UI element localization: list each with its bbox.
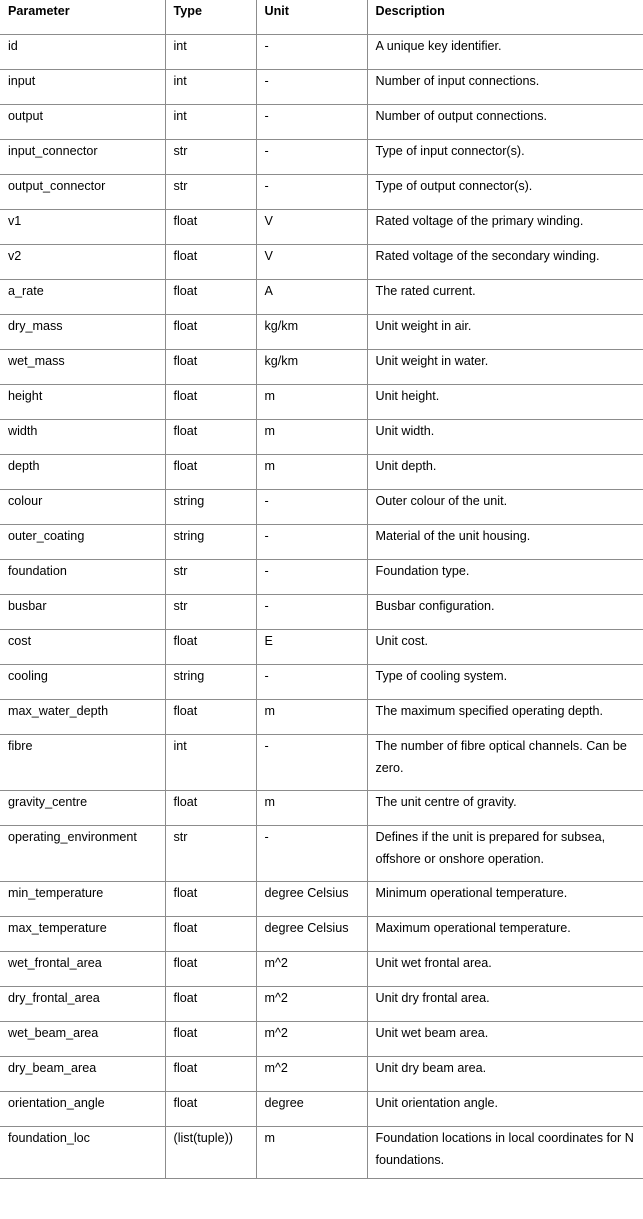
cell-description: Unit width. [367, 420, 643, 455]
cell-parameter: depth [0, 455, 165, 490]
cell-type: int [165, 70, 256, 105]
cell-type: float [165, 455, 256, 490]
cell-description: Number of output connections. [367, 105, 643, 140]
cell-unit: V [256, 245, 367, 280]
cell-parameter: min_temperature [0, 882, 165, 917]
cell-unit: m [256, 1127, 367, 1179]
cell-type: (list(tuple)) [165, 1127, 256, 1179]
cell-unit: - [256, 826, 367, 882]
table-row [0, 210, 643, 245]
cell-description: Type of cooling system. [367, 665, 643, 700]
cell-parameter: cost [0, 630, 165, 665]
cell-description: Outer colour of the unit. [367, 490, 643, 525]
cell-parameter: dry_frontal_area [0, 987, 165, 1022]
table-body [0, 35, 643, 1179]
cell-parameter: output [0, 105, 165, 140]
cell-unit: - [256, 490, 367, 525]
cell-type: float [165, 420, 256, 455]
table-row [0, 1092, 643, 1127]
cell-type: string [165, 490, 256, 525]
cell-parameter: input [0, 70, 165, 105]
table-row [0, 35, 643, 70]
cell-description: Foundation type. [367, 560, 643, 595]
table-row [0, 560, 643, 595]
cell-parameter: operating_environment [0, 826, 165, 882]
cell-unit: m^2 [256, 1057, 367, 1092]
cell-type: float [165, 882, 256, 917]
header-parameter: Parameter [0, 0, 165, 35]
cell-type: float [165, 245, 256, 280]
table-row [0, 917, 643, 952]
cell-unit: degree Celsius [256, 882, 367, 917]
cell-unit: degree Celsius [256, 917, 367, 952]
cell-description: The number of fibre optical channels. Can be zero. [367, 735, 643, 791]
cell-description: Unit dry beam area. [367, 1057, 643, 1092]
table-row [0, 280, 643, 315]
cell-description: Type of output connector(s). [367, 175, 643, 210]
cell-description: Foundation locations in local coordinates for N foundations. [367, 1127, 643, 1179]
table-row [0, 455, 643, 490]
cell-unit: E [256, 630, 367, 665]
cell-type: str [165, 826, 256, 882]
cell-unit: - [256, 595, 367, 630]
table-row [0, 140, 643, 175]
cell-type: float [165, 917, 256, 952]
cell-type: int [165, 35, 256, 70]
table-row [0, 420, 643, 455]
cell-unit: m^2 [256, 987, 367, 1022]
table-row [0, 791, 643, 826]
cell-description: Unit height. [367, 385, 643, 420]
cell-description: Number of input connections. [367, 70, 643, 105]
cell-type: float [165, 280, 256, 315]
cell-type: str [165, 175, 256, 210]
cell-parameter: wet_beam_area [0, 1022, 165, 1057]
table-row [0, 490, 643, 525]
cell-description: Unit wet beam area. [367, 1022, 643, 1057]
table-row [0, 630, 643, 665]
cell-type: float [165, 987, 256, 1022]
cell-parameter: wet_frontal_area [0, 952, 165, 987]
table-row [0, 315, 643, 350]
cell-type: int [165, 735, 256, 791]
cell-parameter: max_temperature [0, 917, 165, 952]
table-row [0, 70, 643, 105]
cell-parameter: gravity_centre [0, 791, 165, 826]
cell-parameter: busbar [0, 595, 165, 630]
cell-type: float [165, 952, 256, 987]
cell-type: str [165, 595, 256, 630]
cell-description: Unit cost. [367, 630, 643, 665]
cell-description: Material of the unit housing. [367, 525, 643, 560]
cell-description: A unique key identifier. [367, 35, 643, 70]
cell-parameter: outer_coating [0, 525, 165, 560]
cell-parameter: id [0, 35, 165, 70]
cell-description: Unit wet frontal area. [367, 952, 643, 987]
cell-type: float [165, 1057, 256, 1092]
cell-type: str [165, 140, 256, 175]
cell-parameter: max_water_depth [0, 700, 165, 735]
cell-parameter: dry_mass [0, 315, 165, 350]
cell-description: Type of input connector(s). [367, 140, 643, 175]
table-row [0, 826, 643, 882]
table-row [0, 525, 643, 560]
cell-parameter: cooling [0, 665, 165, 700]
cell-unit: m^2 [256, 1022, 367, 1057]
table-row [0, 952, 643, 987]
cell-unit: A [256, 280, 367, 315]
table-row [0, 245, 643, 280]
cell-unit: kg/km [256, 350, 367, 385]
cell-unit: m [256, 455, 367, 490]
cell-unit: m [256, 791, 367, 826]
cell-description: Busbar configuration. [367, 595, 643, 630]
table-row [0, 735, 643, 791]
cell-type: float [165, 1092, 256, 1127]
cell-parameter: a_rate [0, 280, 165, 315]
cell-type: float [165, 210, 256, 245]
cell-unit: m [256, 385, 367, 420]
cell-description: Unit weight in water. [367, 350, 643, 385]
cell-type: float [165, 700, 256, 735]
cell-description: Unit orientation angle. [367, 1092, 643, 1127]
cell-parameter: height [0, 385, 165, 420]
table-row [0, 1057, 643, 1092]
cell-description: Rated voltage of the primary winding. [367, 210, 643, 245]
cell-unit: V [256, 210, 367, 245]
table-row [0, 105, 643, 140]
cell-unit: - [256, 665, 367, 700]
cell-type: float [165, 791, 256, 826]
cell-description: Maximum operational temperature. [367, 917, 643, 952]
header-type: Type [165, 0, 256, 35]
cell-type: float [165, 385, 256, 420]
cell-unit: degree [256, 1092, 367, 1127]
cell-parameter: fibre [0, 735, 165, 791]
table-row [0, 987, 643, 1022]
cell-unit: - [256, 70, 367, 105]
cell-unit: - [256, 735, 367, 791]
cell-type: str [165, 560, 256, 595]
cell-description: Unit dry frontal area. [367, 987, 643, 1022]
cell-parameter: orientation_angle [0, 1092, 165, 1127]
cell-parameter: colour [0, 490, 165, 525]
header-unit: Unit [256, 0, 367, 35]
table-row [0, 175, 643, 210]
cell-description: The maximum specified operating depth. [367, 700, 643, 735]
cell-description: Rated voltage of the secondary winding. [367, 245, 643, 280]
cell-unit: - [256, 175, 367, 210]
cell-unit: m^2 [256, 952, 367, 987]
table-row [0, 1022, 643, 1057]
cell-type: float [165, 630, 256, 665]
cell-parameter: foundation [0, 560, 165, 595]
cell-unit: - [256, 35, 367, 70]
cell-unit: - [256, 140, 367, 175]
cell-parameter: output_connector [0, 175, 165, 210]
table-row [0, 385, 643, 420]
cell-type: string [165, 525, 256, 560]
table-row [0, 882, 643, 917]
table-row [0, 665, 643, 700]
cell-unit: kg/km [256, 315, 367, 350]
cell-unit: m [256, 420, 367, 455]
cell-type: string [165, 665, 256, 700]
cell-description: Unit weight in air. [367, 315, 643, 350]
cell-type: float [165, 350, 256, 385]
cell-unit: - [256, 560, 367, 595]
cell-type: float [165, 1022, 256, 1057]
header-description: Description [367, 0, 643, 35]
cell-parameter: v1 [0, 210, 165, 245]
cell-type: float [165, 315, 256, 350]
cell-parameter: width [0, 420, 165, 455]
table-row [0, 350, 643, 385]
cell-parameter: wet_mass [0, 350, 165, 385]
table-row [0, 1127, 643, 1179]
table-row [0, 595, 643, 630]
cell-parameter: v2 [0, 245, 165, 280]
cell-description: The unit centre of gravity. [367, 791, 643, 826]
cell-parameter: foundation_loc [0, 1127, 165, 1179]
cell-description: The rated current. [367, 280, 643, 315]
cell-parameter: input_connector [0, 140, 165, 175]
cell-type: int [165, 105, 256, 140]
cell-unit: - [256, 105, 367, 140]
cell-description: Minimum operational temperature. [367, 882, 643, 917]
table-header [0, 0, 643, 35]
cell-description: Defines if the unit is prepared for subsea, offshore or onshore operation. [367, 826, 643, 882]
header-row [0, 0, 643, 35]
cell-unit: m [256, 700, 367, 735]
cell-unit: - [256, 525, 367, 560]
cell-parameter: dry_beam_area [0, 1057, 165, 1092]
cell-description: Unit depth. [367, 455, 643, 490]
table-row [0, 700, 643, 735]
